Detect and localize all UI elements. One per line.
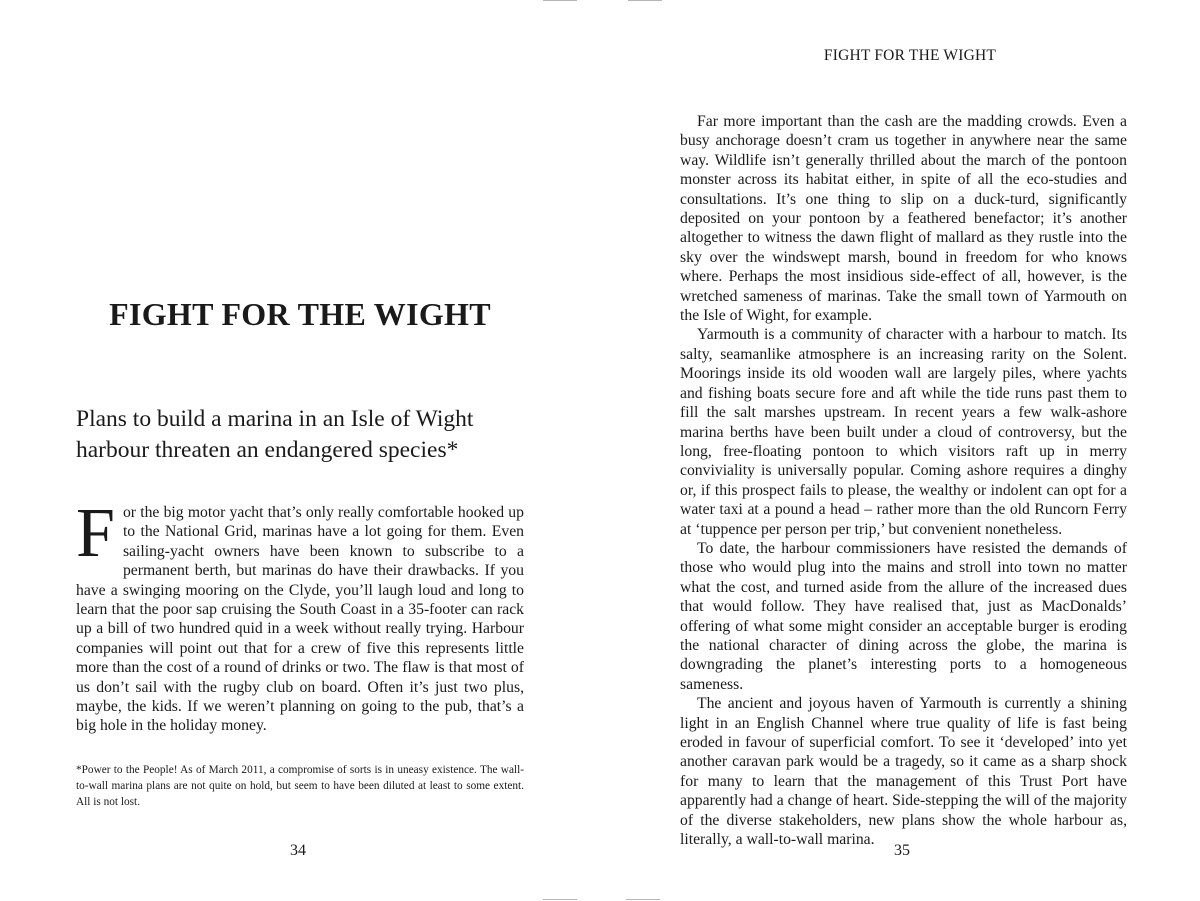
chapter-title: FIGHT FOR THE WIGHT [109, 296, 491, 332]
body-paragraph: To date, the harbour commissioners have resisted the demands of those who would plug into the mains and stroll into town no matter what the cost, and turned aside from the allure of the increased dues that would follow. They have realised that, just as MacDonalds’ offering of what some might consider an acceptable burger is eroding the national character of dining across the globe, the marina is downgrading the planet’s interesting ports to a homogeneous sameness. [680, 539, 1127, 693]
opening-paragraph [76, 495, 524, 736]
body-paragraph: Yarmouth is a community of character with a harbour to match. Its salty, seamanlike atmosphere is an increasing rarity on the Solent. Moorings inside its old wooden wall are largely piles, where yachts and fishing boats secure fore and aft while the tide runs past them to fill the salt marshes upstream. In recent years a few walk-ashore marina berths have been built under a cloud of controversy, but the long, free-floating pontoon to which visitors raft up in merry conviviality is universally popular. Coming ashore requires a dinghy or, if this prospect fails to please, the wealthy or indolent can opt for a water taxi at a pound a head – rather more than the old Runcorn Ferry at ‘tuppence per person per trip,’ but convenient nonetheless. [680, 326, 1127, 538]
page-number-right: 35 [894, 842, 910, 859]
running-head: FIGHT FOR THE WIGHT [823, 47, 997, 64]
opening-paragraph-text: or the big motor yacht that’s only really comfortable hooked up to the National Grid, marinas have a lot going for them. Even sailing-yacht owners have been known to subscribe to a permanent berth, but marinas do have their drawbacks. If you have a swinging mooring on the Clyde, you’ll laugh loud and long to learn that the poor sap cruising the South Coast in a 35-footer can rack up a bill of two hundred quid in a week without really trying. Harbour companies will point out that for a crew of five this represents little more than the cost of a round of drinks or two. The flaw is that most of us don’t sail with the rugby club on board. Often it’s just two plus, maybe, the kids. If we weren’t planning on going to the pub, that’s a big hole in the holiday money. [76, 504, 524, 735]
drop-cap: F [76, 495, 115, 572]
footnote: *Power to the People! As of March 2011, a compromise of sorts is in uneasy existence. The wall-to-wall marina plans are not quite on hold, but seem to have been diluted at least to some extent. All is not lost. [76, 764, 524, 808]
page-number-left: 34 [290, 842, 306, 859]
chapter-subtitle: Plans to build a marina in an Isle of Wight harbour threaten an endangered species* [76, 406, 474, 463]
body-paragraph: The ancient and joyous haven of Yarmouth is currently a shining light in an English Channel where true quality of life is fast being eroded in favour of superficial comfort. To see it ‘developed’ into yet another caravan park would be a tragedy, so it came as a sharp shock for many to learn that the management of this Trust Port have apparently had a change of heart. Side-stepping the will of the majority of the diverse stakeholders, new plans show the whole harbour as, literally, a wall-to-wall marina. [680, 695, 1127, 849]
right-page [600, 0, 1200, 901]
body-text [680, 112, 1127, 849]
body-paragraph: Far more important than the cash are the madding crowds. Even a busy anchorage doesn’t cram us together in anywhere near the same way. Wildlife isn’t generally thrilled about the march of the pontoon monster across its habitat either, in spite of all the eco-studies and consultations. It’s one thing to slip on a duck-turd, significantly deposited on your pontoon by a feathered benefactor; it’s another altogether to witness the dawn flight of mallard as they rustle into the sky over the windswept marsh, bound in freedom for who knows where. Perhaps the most insidious side-effect of all, however, is the wretched sameness of marinas. Take the small town of Yarmouth on the Isle of Wight, for example. [680, 113, 1127, 325]
